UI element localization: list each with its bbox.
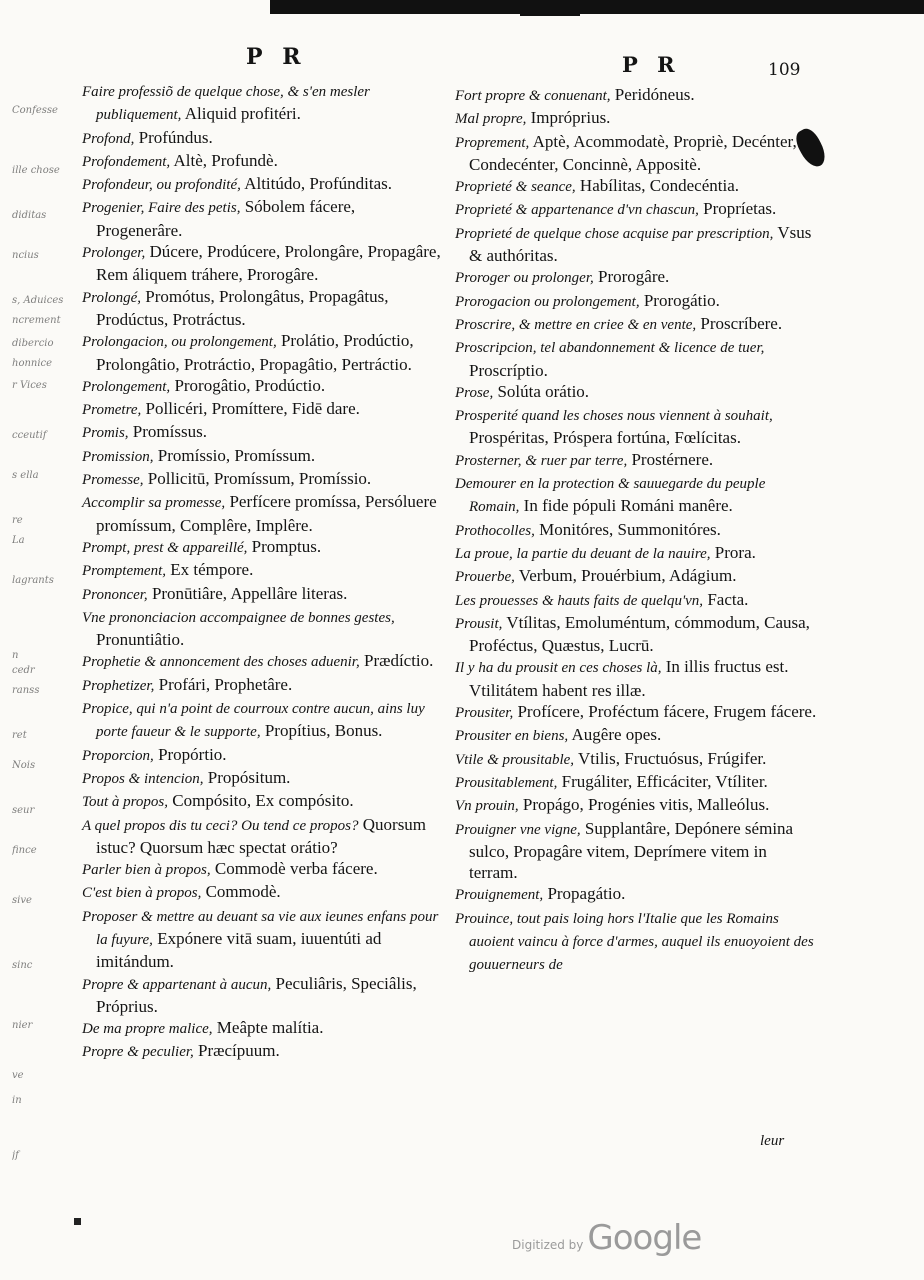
dictionary-entry: [455, 656, 817, 701]
dictionary-entry: [82, 445, 444, 468]
gutter-fragment: ve: [12, 1070, 24, 1081]
dictionary-entry: [455, 381, 817, 404]
latin-gloss: Propágo, Progénies vitis, Malleólus.: [518, 795, 770, 815]
french-headword: Proposer & mettre au deuant sa vie aux ieunes enfans pour la fuyure,: [82, 908, 439, 948]
french-headword: A quel propos dis tu ceci? Ou tend ce propos?: [82, 817, 359, 834]
dictionary-entry: [82, 744, 444, 767]
french-headword: Proroger ou prolonger,: [455, 270, 594, 287]
latin-gloss: Supplantâre, Depónere sémina sulco, Propagâre vitem, Deprímere vitem in terram.: [469, 818, 794, 883]
french-headword: Prouince, tout pais loing hors l'Italie que les Romains auoient vaincu à force d'armes, auquel ils enuoyoient des gouuerneurs de: [455, 910, 814, 974]
dictionary-entry: [82, 1040, 444, 1063]
french-headword: Profond,: [82, 130, 135, 147]
dictionary-entry: [455, 589, 817, 612]
dictionary-entry: [82, 80, 444, 127]
digitization-watermark: [512, 1218, 701, 1258]
latin-gloss: Propagátio.: [543, 884, 626, 904]
latin-gloss: Prostérnere.: [627, 449, 714, 469]
dictionary-entry: [82, 905, 444, 973]
watermark-prefix: Digitized by: [512, 1238, 584, 1252]
latin-gloss: Propítius, Bonus.: [260, 721, 383, 741]
dictionary-entry: [82, 127, 444, 150]
dictionary-entry: [455, 794, 817, 817]
dictionary-entry: [82, 790, 444, 813]
latin-gloss: Promótus, Prolongâtus, Propagâtus, Prodúctus, Protráctus.: [96, 286, 389, 329]
french-headword: C'est bien à propos,: [82, 885, 202, 902]
latin-gloss: Promíssus.: [128, 422, 207, 442]
dictionary-entry: [455, 771, 817, 794]
dictionary-entry: [455, 131, 817, 176]
gutter-fragment: sive: [12, 895, 32, 906]
gutter-fragment: diditas: [12, 210, 47, 221]
french-headword: Prose,: [455, 384, 494, 401]
latin-gloss: Expónere vitā suam, iuuentúti ad imitándum.: [96, 928, 382, 972]
latin-gloss: Altè, Profundè.: [170, 150, 278, 170]
french-headword: Demourer en la protection & sauuegarde du peuple Romain,: [455, 476, 766, 516]
latin-gloss: Proscríptio.: [469, 360, 548, 380]
gutter-fragment: seur: [12, 805, 35, 816]
french-headword: Prolongacion, ou prolongement,: [82, 334, 277, 351]
french-headword: Profondement,: [82, 153, 171, 170]
french-headword: Proporcion,: [82, 747, 154, 764]
french-headword: Propos & intencion,: [82, 770, 204, 787]
dictionary-entry: [82, 421, 444, 444]
french-headword: Promesse,: [82, 472, 144, 489]
latin-gloss: Prorogâre.: [593, 267, 670, 287]
dictionary-entry: [82, 674, 444, 697]
latin-gloss: Habílitas, Condecéntia.: [575, 176, 740, 196]
dictionary-entry: [82, 241, 444, 286]
google-logo: Google: [587, 1218, 702, 1258]
french-headword: Prouignement,: [455, 887, 544, 904]
french-headword: Proprement,: [455, 134, 530, 151]
french-headword: Propice, qui n'a point de courroux contre aucun, ains luy porte faueur & le supporte,: [82, 701, 425, 741]
dictionary-entry: [455, 175, 817, 198]
gutter-fragment: cceutif: [12, 430, 47, 441]
french-headword: Prosterner, & ruer par terre,: [455, 452, 628, 469]
latin-gloss: Aliquid profitéri.: [181, 104, 301, 124]
gutter-fragment: Nois: [12, 760, 36, 771]
dictionary-entry: [455, 404, 817, 449]
dictionary-entry: [455, 449, 817, 472]
dictionary-entry: [455, 290, 817, 313]
french-headword: Prosperité quand les choses nous viennent à souhait,: [455, 408, 773, 425]
dictionary-entry: [455, 519, 817, 542]
latin-gloss: Profári, Prophetâre.: [154, 674, 293, 694]
left-column: [82, 80, 444, 1064]
latin-gloss: Altitúdo, Profúnditas.: [240, 174, 393, 194]
dictionary-entry: [82, 583, 444, 606]
latin-gloss: Prora.: [710, 542, 756, 562]
french-headword: Prorogacion ou prolongement,: [455, 293, 640, 310]
french-headword: Prousiter,: [455, 705, 514, 722]
latin-gloss: Prospéritas, Próspera fortúna, Fœlícitas.: [469, 428, 741, 448]
latin-gloss: Aptè, Acommodatè, Propriè, Decénter, Condecénter, Concinnè, Appositè.: [469, 131, 797, 174]
latin-gloss: Compósito, Ex compósito.: [168, 791, 354, 811]
french-headword: Vtile & prousitable,: [455, 751, 575, 768]
gutter-fragment: r Vices: [12, 380, 47, 391]
french-headword: Mal propre,: [455, 111, 527, 128]
gutter-fragment: s ella: [12, 470, 39, 481]
dictionary-entry: [455, 748, 817, 771]
dictionary-entry: [82, 650, 444, 673]
dictionary-entry: [82, 697, 444, 744]
gutter-fragment: ranss: [12, 685, 40, 696]
latin-gloss: Vtilis, Fructuósus, Frúgifer.: [574, 748, 767, 768]
latin-gloss: Profúndus.: [134, 127, 213, 147]
dictionary-entry: [82, 173, 444, 196]
gutter-fragment: s, Aduices: [12, 295, 64, 306]
gutter-fragment: cedr: [12, 665, 35, 676]
adjacent-page-gutter: [0, 60, 90, 1280]
dictionary-entry: [82, 398, 444, 421]
gutter-fragment: dibercio: [12, 338, 54, 349]
dictionary-entry: [455, 701, 817, 724]
latin-gloss: Pollicitū, Promíssum, Promíssio.: [143, 469, 372, 489]
dictionary-entry: [82, 468, 444, 491]
french-headword: Proprieté & appartenance d'vn chascun,: [455, 202, 699, 219]
dictionary-entry: [455, 724, 817, 747]
dictionary-entry: [455, 818, 817, 884]
gutter-fragment: nier: [12, 1020, 33, 1031]
french-headword: De ma propre malice,: [82, 1021, 213, 1038]
latin-gloss: Pronuntiâtio.: [96, 630, 185, 650]
latin-gloss: Propórtio.: [153, 744, 227, 764]
dictionary-entry: [455, 565, 817, 588]
french-headword: Prononcer,: [82, 586, 148, 603]
gutter-fragment: ret: [12, 730, 27, 741]
dictionary-entry: [455, 336, 817, 381]
french-headword: Promis,: [82, 425, 129, 442]
french-headword: Prousitablement,: [455, 774, 558, 791]
french-headword: Promptement,: [82, 563, 167, 580]
french-headword: Vn prouin,: [455, 798, 519, 815]
gutter-fragment: ille chose: [12, 165, 60, 176]
french-headword: Prolongé,: [82, 289, 142, 306]
latin-gloss: In illis fructus est. Vtilitátem habent res illæ.: [469, 657, 789, 700]
latin-gloss: Prorogâtio, Prodúctio.: [170, 375, 326, 395]
gutter-fragment: re: [12, 515, 23, 526]
latin-gloss: Frugáliter, Efficáciter, Vtíliter.: [557, 771, 768, 791]
latin-gloss: Præcípuum.: [193, 1041, 280, 1061]
french-headword: Prophetizer,: [82, 677, 155, 694]
french-headword: Progenier, Faire des petis,: [82, 200, 241, 217]
latin-gloss: Peridóneus.: [610, 85, 695, 104]
latin-gloss: In fide pópuli Románi manêre.: [519, 496, 733, 516]
latin-gloss: Quorsum istuc? Quorsum hæc spectat orátio?: [96, 814, 427, 857]
latin-gloss: Prolátio, Prodúctio, Prolongâtio, Protráctio, Propagâtio, Pertráctio.: [96, 331, 414, 374]
french-headword: Prothocolles,: [455, 522, 535, 539]
french-headword: Fort propre & conuenant,: [455, 88, 611, 104]
dictionary-entry: [82, 330, 444, 375]
dictionary-entry: [82, 814, 444, 859]
latin-gloss: Dúcere, Prodúcere, Prolongâre, Propagâre, Rem áliquem tráhere, Prorogâre.: [96, 242, 441, 285]
gutter-fragment: sinc: [12, 960, 33, 971]
dictionary-entry: [455, 266, 817, 289]
dictionary-entry: [455, 612, 817, 657]
gutter-fragment: jf: [12, 1150, 19, 1161]
dictionary-entry: [82, 606, 444, 651]
dictionary-entry: [455, 198, 817, 221]
dictionary-entry: [82, 286, 444, 331]
dictionary-entry: [82, 491, 444, 536]
dictionary-entry: [82, 196, 444, 241]
french-headword: Prometre,: [82, 402, 142, 419]
french-headword: La proue, la partie du deuant de la nauire,: [455, 545, 711, 562]
gutter-fragment: n: [12, 650, 19, 661]
dictionary-entry: [82, 767, 444, 790]
latin-gloss: Propósitum.: [203, 767, 291, 787]
french-headword: Il y ha du prousit en ces choses là,: [455, 660, 662, 677]
gutter-fragment: ncrement: [12, 315, 61, 326]
dictionary-entry: [82, 375, 444, 398]
french-headword: Prophetie & annoncement des choses aduenir,: [82, 654, 360, 671]
latin-gloss: Monitóres, Summonitóres.: [534, 519, 721, 539]
french-headword: Propre & peculier,: [82, 1044, 194, 1061]
catchword: leur: [760, 1133, 785, 1149]
dictionary-entry: [82, 973, 444, 1018]
french-headword: Faire professiõ de quelque chose, & s'en mesler publiquement,: [82, 84, 370, 124]
dictionary-entry: [455, 907, 817, 977]
dictionary-entry: [82, 1017, 444, 1040]
gutter-fragment: in: [12, 1095, 22, 1106]
dictionary-entry: [82, 559, 444, 582]
latin-gloss: Impróprius.: [526, 108, 611, 128]
latin-gloss: Meâpte malítia.: [212, 1018, 324, 1038]
french-headword: Profondeur, ou profondité,: [82, 177, 241, 194]
gutter-fragment: ncius: [12, 250, 39, 261]
scan-top-edge: [270, 0, 924, 14]
dictionary-entry: [82, 150, 444, 173]
latin-gloss: Augêre opes.: [568, 725, 662, 745]
french-headword: Prolongement,: [82, 378, 171, 395]
french-headword: Les prouesses & hauts faits de quelqu'vn,: [455, 592, 704, 609]
dictionary-entry: [82, 881, 444, 904]
dictionary-entry: [82, 858, 444, 881]
dictionary-entry: [455, 542, 817, 565]
latin-gloss: Prorogátio.: [639, 290, 720, 310]
latin-gloss: Perfícere promíssa, Persóluere promíssum, Complêre, Implêre.: [96, 492, 437, 535]
latin-gloss: Propríetas.: [698, 199, 777, 219]
french-headword: Prousit,: [455, 615, 503, 632]
french-headword: Prousiter en biens,: [455, 728, 569, 745]
latin-gloss: Solúta orátio.: [493, 381, 590, 401]
dictionary-entry: [455, 107, 817, 130]
latin-gloss: Commodè verba fácere.: [210, 859, 378, 879]
latin-gloss: Sóbolem fácere, Progenerâre.: [96, 197, 356, 240]
latin-gloss: Verbum, Prouérbium, Adágium.: [514, 566, 737, 586]
french-headword: Promission,: [82, 448, 154, 465]
dictionary-entry: [455, 883, 817, 906]
dictionary-entry: [82, 536, 444, 559]
french-headword: Prouerbe,: [455, 569, 515, 586]
french-headword: Prouigner vne vigne,: [455, 821, 581, 838]
french-headword: Vne prononciacion accompaignee de bonnes gestes,: [82, 609, 395, 626]
french-headword: Prompt, prest & appareillé,: [82, 539, 248, 556]
gutter-fragment: fince: [12, 845, 37, 856]
french-headword: Parler bien à propos,: [82, 862, 211, 879]
dictionary-entry: [455, 222, 817, 267]
latin-gloss: Promíssio, Promíssum.: [153, 445, 316, 465]
latin-gloss: Pollicéri, Promíttere, Fidē dare.: [141, 399, 360, 419]
latin-gloss: Prædíctio.: [359, 651, 434, 671]
french-headword: Proscripcion, tel abandonnement & licence de tuer,: [455, 340, 765, 357]
page-number: 109: [768, 60, 801, 80]
running-head-left: P R: [246, 44, 307, 70]
french-headword: Proprieté de quelque chose acquise par prescription,: [455, 225, 774, 242]
latin-gloss: Promptus.: [247, 536, 322, 556]
french-headword: Accomplir sa promesse,: [82, 495, 226, 512]
dictionary-entry: [455, 472, 817, 519]
running-head-right: P R: [622, 52, 681, 77]
gutter-fragment: Confesse: [12, 105, 58, 116]
latin-gloss: Peculiâris, Speciâlis, Próprius.: [96, 973, 417, 1016]
french-headword: Proprieté & seance,: [455, 179, 576, 196]
gutter-fragment: lagrants: [12, 575, 54, 586]
french-headword: Propre & appartenant à aucun,: [82, 976, 272, 993]
latin-gloss: Commodè.: [201, 882, 281, 902]
gutter-fragment: honnice: [12, 358, 53, 369]
dictionary-entry: [455, 313, 817, 336]
right-column: [455, 84, 817, 977]
scan-top-edge-notch: [520, 6, 580, 16]
latin-gloss: Vsus & authóritas.: [469, 222, 812, 266]
latin-gloss: Ex témpore.: [166, 560, 254, 580]
french-headword: Proscrire, & mettre en criee & en vente,: [455, 316, 697, 333]
latin-gloss: Facta.: [703, 589, 749, 609]
gutter-fragment: La: [12, 535, 25, 546]
french-headword: Tout à propos,: [82, 794, 169, 811]
latin-gloss: Proscríbere.: [696, 313, 783, 333]
french-headword: Prolonger,: [82, 245, 146, 262]
latin-gloss: Profícere, Proféctum fácere, Frugem fácere.: [513, 702, 817, 722]
latin-gloss: Vtílitas, Emoluméntum, cómmodum, Causa, Proféctus, Quæstus, Lucrū.: [469, 612, 810, 656]
ink-dot: [74, 1218, 81, 1225]
dictionary-entry: [455, 84, 817, 107]
latin-gloss: Pronūtiâre, Appellâre literas.: [147, 583, 348, 603]
